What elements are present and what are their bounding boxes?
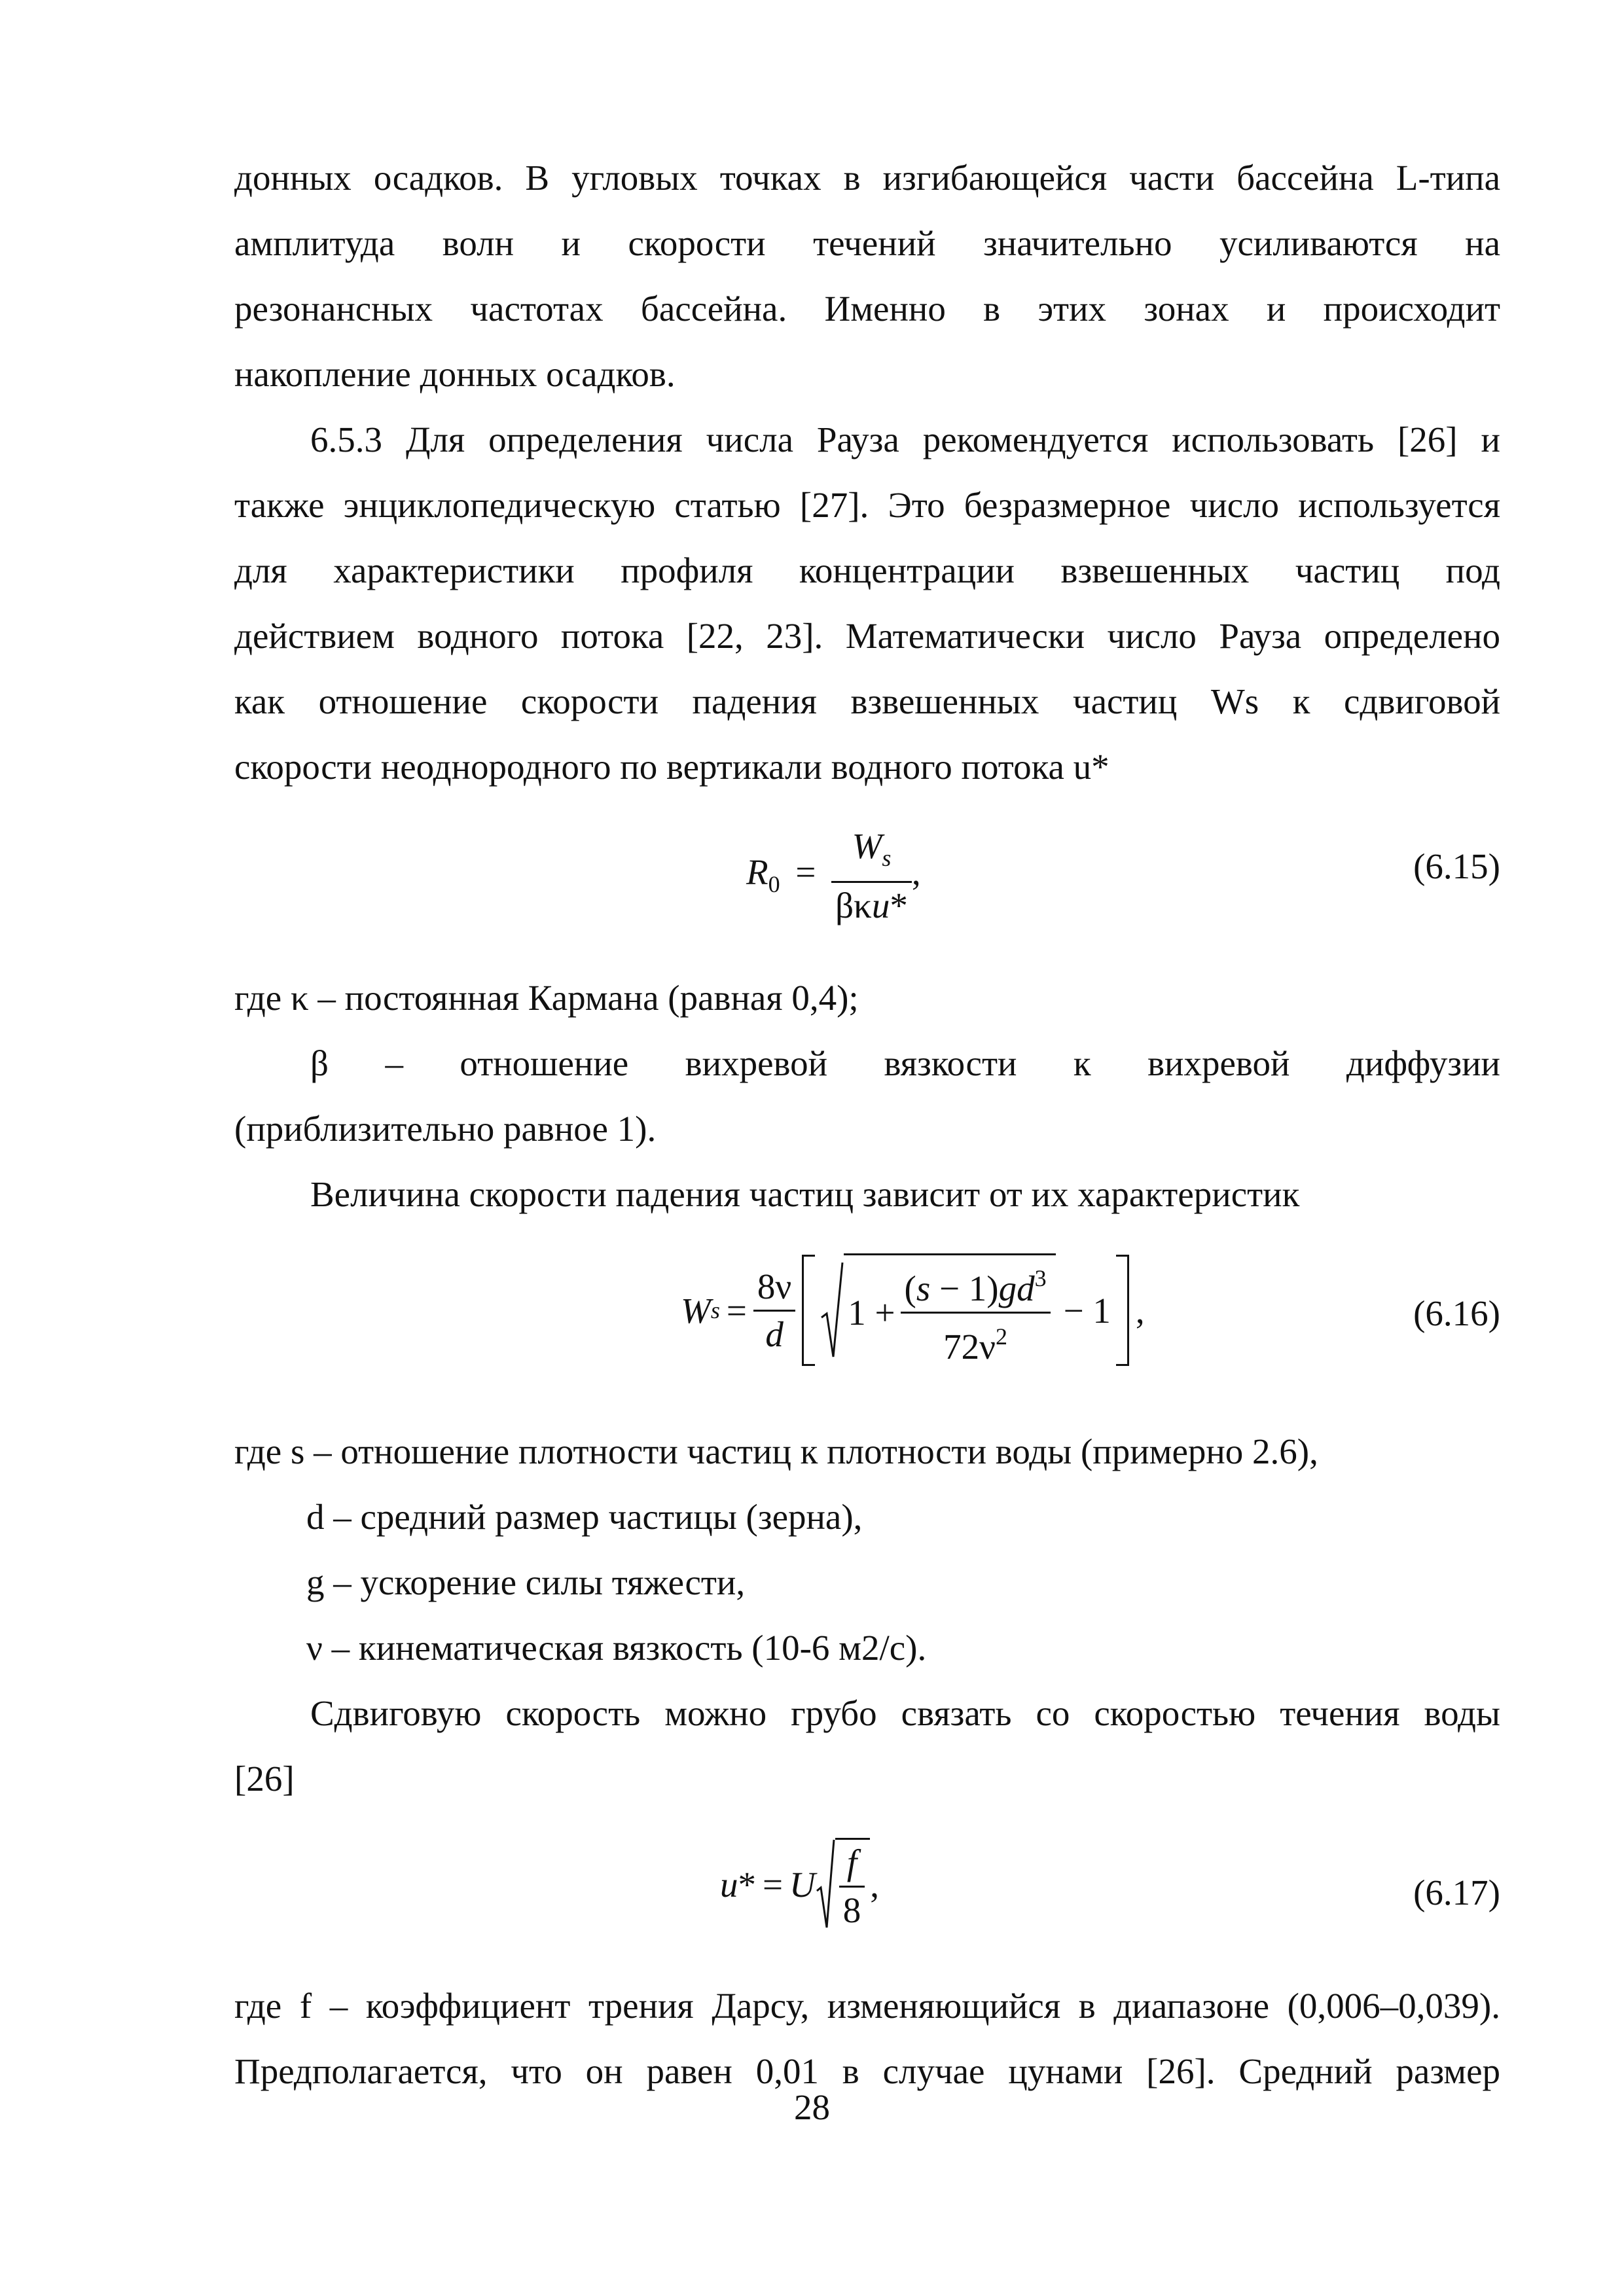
where-1-line-1: где κ – постоянная Кармана (равная 0,4); xyxy=(234,978,859,1018)
paragraph-1-line-3: резонансных частотах бассейна. Именно в этих зонах и происходит xyxy=(234,289,1500,329)
where-2-line-4: ν – кинематическая вязкость (10-6 м2/с). xyxy=(306,1628,927,1668)
right-bracket xyxy=(1116,1255,1129,1366)
where-block-1 xyxy=(234,965,1500,1162)
paragraph-1 xyxy=(234,145,1500,407)
equation-number-6-17: (6.17) xyxy=(1413,1873,1500,1912)
left-bracket xyxy=(802,1255,815,1366)
paragraph-4-line-1: Сдвиговую скорость можно грубо связать со скоростью течения воды xyxy=(310,1693,1500,1733)
paragraph-2-line-5: как отношение скорости падения взвешенных частиц Ws к сдвиговой xyxy=(234,681,1500,721)
where-2-line-1: где s – отношение плотности частиц к плотности воды (примерно 2.6), xyxy=(234,1431,1318,1471)
paragraph-5-line-2: Предполагается, что он равен 0,01 в случае цунами [26]. Средний размер xyxy=(234,2051,1500,2091)
page-number: 28 xyxy=(794,2087,830,2127)
equation-6-17: u * = U $\frac{f}{8}$ , xyxy=(720,1838,879,1931)
where-2-line-2: d – средний размер частицы (зерна), xyxy=(306,1497,863,1537)
equation-number-6-16: (6.16) xyxy=(1413,1293,1500,1333)
paragraph-2-line-2: также энциклопедическую статью [27]. Это безразмерное число используется xyxy=(234,485,1500,525)
equation-number-6-15: (6.15) xyxy=(1413,846,1500,886)
paragraph-3-line-1: Величина скорости падения частиц зависит от их характеристик xyxy=(310,1174,1300,1214)
paragraph-5-line-1: где f – коэффициент трения Дарсу, изменяющийся в диапазоне (0,006–0,039). xyxy=(234,1986,1500,2026)
paragraph-2-line-1: 6.5.3 Для определения числа Рауза рекомендуется использовать [26] и xyxy=(310,420,1500,459)
paragraph-3 xyxy=(234,1162,1500,1227)
paragraph-4-line-2: [26] xyxy=(234,1759,295,1799)
square-root-sign: 1 + $\frac{(s - 1)gd^3}{72\nu^2}$ xyxy=(820,1253,1055,1367)
paragraph-1-line-4: накопление донных осадков. xyxy=(234,354,676,394)
equation-6-16: W s = $\frac{8\nu}{d}$ 1 + $\frac{(s - 1)gd^3}{72\nu^2}$ − 1 , xyxy=(681,1253,1145,1367)
where-2-line-3: g – ускорение силы тяжести, xyxy=(306,1562,746,1602)
paragraph-1-line-1: донных осадков. В угловых точках в изгибающейся части бассейна L-типа xyxy=(234,158,1500,198)
where-1-line-3: (приблизительно равное 1). xyxy=(234,1109,657,1149)
where-1-line-2: β – отношение вихревой вязкости к вихревой диффузии xyxy=(310,1043,1500,1083)
paragraph-1-line-2: амплитуда волн и скорости течений значительно усиливаются на xyxy=(234,223,1500,263)
paragraph-2-line-3: для характеристики профиля концентрации взвешенных частиц под xyxy=(234,550,1500,590)
square-root-sign-2: $\frac{f}{8}$ xyxy=(816,1838,871,1931)
paragraph-2 xyxy=(234,407,1500,800)
paragraph-4 xyxy=(234,1681,1500,1812)
paragraph-2-line-4: действием водного потока [22, 23]. Математически число Рауза определено xyxy=(234,616,1500,656)
equation-6-15: $R_0$ = $\frac{W_s}{\text{βκu*}}$ , xyxy=(746,826,921,925)
paragraph-2-line-6: скорости неоднородного по вертикали водного потока u* xyxy=(234,747,1110,787)
where-block-2 xyxy=(234,1419,1500,1681)
